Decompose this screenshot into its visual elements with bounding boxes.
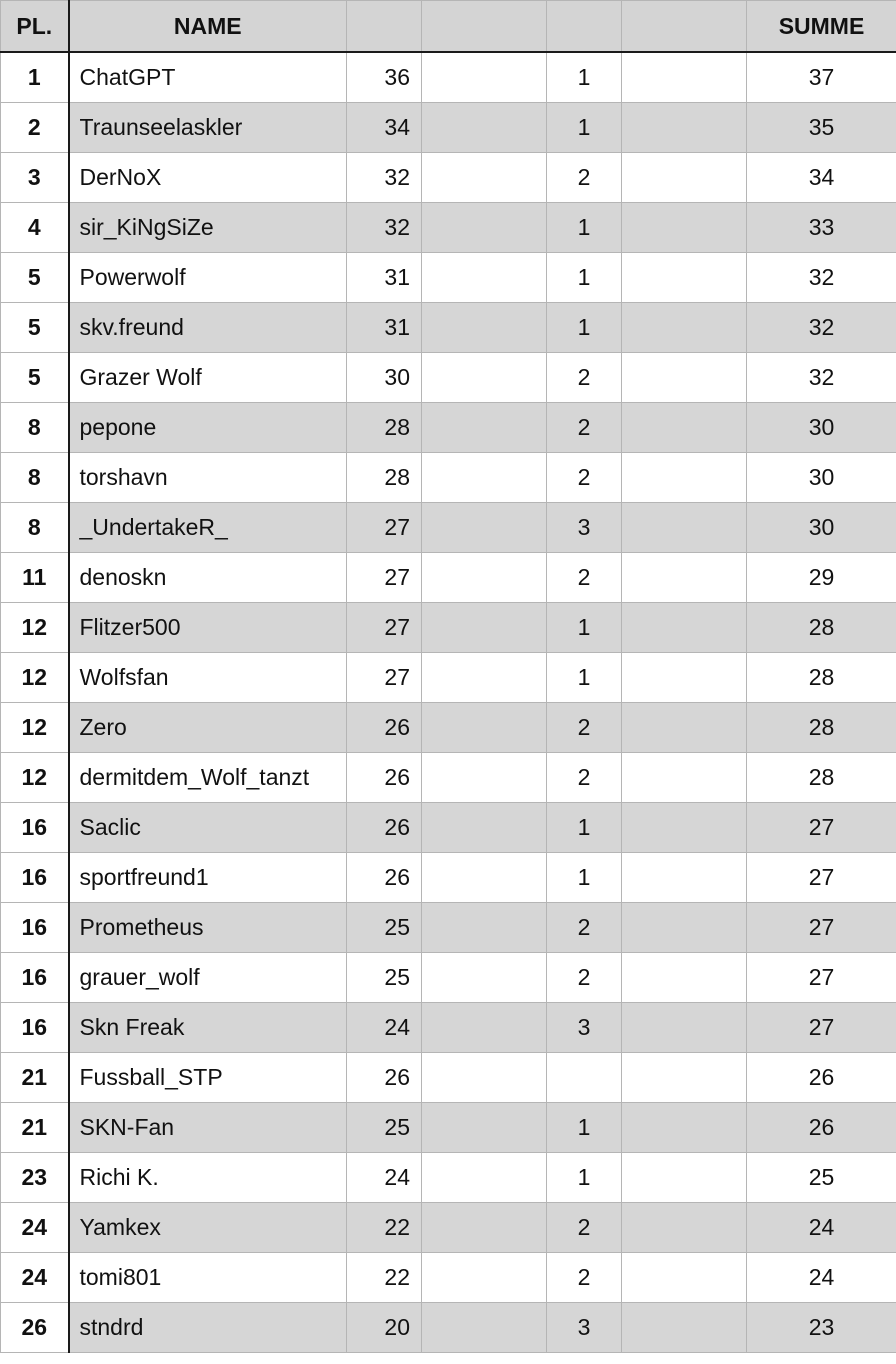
name-cell: Saclic	[69, 803, 347, 853]
empty-cell	[422, 1003, 547, 1053]
name-cell: stndrd	[69, 1303, 347, 1353]
points-cell: 22	[347, 1203, 422, 1253]
table-row	[1, 603, 896, 653]
points-cell: 27	[347, 653, 422, 703]
table-row	[1, 153, 896, 203]
empty-cell	[622, 803, 747, 853]
place-cell: 16	[1, 853, 69, 903]
bonus-cell: 2	[547, 553, 622, 603]
empty-cell	[622, 353, 747, 403]
points-cell: 24	[347, 1003, 422, 1053]
place-cell: 2	[1, 103, 69, 153]
name-cell: Richi K.	[69, 1153, 347, 1203]
name-cell: dermitdem_Wolf_tanzt	[69, 753, 347, 803]
name-cell: denoskn	[69, 553, 347, 603]
sum-cell: 27	[747, 803, 896, 853]
empty-cell	[622, 203, 747, 253]
place-cell: 8	[1, 453, 69, 503]
table-row	[1, 853, 896, 903]
table-row	[1, 1303, 896, 1353]
name-cell: _UndertakeR_	[69, 503, 347, 553]
empty-cell	[422, 853, 547, 903]
table-row	[1, 1003, 896, 1053]
table-row	[1, 503, 896, 553]
bonus-cell: 1	[547, 203, 622, 253]
empty-cell	[622, 253, 747, 303]
place-cell: 16	[1, 953, 69, 1003]
sum-cell: 30	[747, 403, 896, 453]
empty-cell	[622, 52, 747, 103]
table-row	[1, 903, 896, 953]
points-cell: 26	[347, 803, 422, 853]
bonus-cell: 3	[547, 1003, 622, 1053]
name-cell: Fussball_STP	[69, 1053, 347, 1103]
table-row	[1, 103, 896, 153]
points-cell: 36	[347, 52, 422, 103]
empty-cell	[622, 1053, 747, 1103]
empty-cell	[422, 903, 547, 953]
empty-cell	[422, 103, 547, 153]
name-cell: DerNoX	[69, 153, 347, 203]
empty-cell	[622, 703, 747, 753]
empty-cell	[622, 553, 747, 603]
header-row	[1, 1, 896, 53]
points-cell: 26	[347, 1053, 422, 1103]
empty-cell	[622, 903, 747, 953]
sum-cell: 27	[747, 903, 896, 953]
place-cell: 24	[1, 1253, 69, 1303]
place-cell: 5	[1, 353, 69, 403]
points-cell: 34	[347, 103, 422, 153]
place-cell: 3	[1, 153, 69, 203]
table-row	[1, 353, 896, 403]
table-row	[1, 653, 896, 703]
name-cell: pepone	[69, 403, 347, 453]
empty-cell	[422, 153, 547, 203]
empty-cell	[422, 1203, 547, 1253]
place-cell: 1	[1, 52, 69, 103]
bonus-cell: 2	[547, 703, 622, 753]
empty-cell	[422, 1153, 547, 1203]
bonus-cell: 1	[547, 853, 622, 903]
name-cell: tomi801	[69, 1253, 347, 1303]
place-cell: 8	[1, 403, 69, 453]
place-cell: 12	[1, 603, 69, 653]
points-cell: 30	[347, 353, 422, 403]
name-cell: sportfreund1	[69, 853, 347, 903]
bonus-cell: 1	[547, 803, 622, 853]
empty-cell	[422, 953, 547, 1003]
sum-cell: 32	[747, 353, 896, 403]
header-place: PL.	[1, 1, 69, 53]
empty-cell	[422, 653, 547, 703]
name-cell: Traunseelaskler	[69, 103, 347, 153]
empty-cell	[622, 303, 747, 353]
points-cell: 27	[347, 553, 422, 603]
place-cell: 26	[1, 1303, 69, 1353]
points-cell: 31	[347, 253, 422, 303]
bonus-cell: 2	[547, 953, 622, 1003]
empty-cell	[622, 1153, 747, 1203]
points-cell: 22	[347, 1253, 422, 1303]
empty-cell	[622, 603, 747, 653]
sum-cell: 26	[747, 1103, 896, 1153]
header-bonus	[547, 1, 622, 53]
table-row	[1, 1153, 896, 1203]
bonus-cell: 1	[547, 253, 622, 303]
table-row	[1, 403, 896, 453]
sum-cell: 23	[747, 1303, 896, 1353]
bonus-cell: 1	[547, 303, 622, 353]
empty-cell	[422, 353, 547, 403]
table-row	[1, 753, 896, 803]
table-row	[1, 953, 896, 1003]
name-cell: Flitzer500	[69, 603, 347, 653]
sum-cell: 26	[747, 1053, 896, 1103]
bonus-cell: 2	[547, 453, 622, 503]
bonus-cell: 1	[547, 1103, 622, 1153]
points-cell: 31	[347, 303, 422, 353]
empty-cell	[622, 1303, 747, 1353]
place-cell: 21	[1, 1103, 69, 1153]
empty-cell	[622, 453, 747, 503]
empty-cell	[622, 753, 747, 803]
empty-cell	[422, 1303, 547, 1353]
header-empty-2	[622, 1, 747, 53]
name-cell: SKN-Fan	[69, 1103, 347, 1153]
name-cell: Grazer Wolf	[69, 353, 347, 403]
header-empty-1	[422, 1, 547, 53]
bonus-cell: 2	[547, 753, 622, 803]
bonus-cell: 1	[547, 103, 622, 153]
table-row	[1, 303, 896, 353]
header-name: NAME	[69, 1, 347, 53]
table-row	[1, 203, 896, 253]
empty-cell	[422, 403, 547, 453]
place-cell: 12	[1, 703, 69, 753]
table-row	[1, 253, 896, 303]
table-row	[1, 1253, 896, 1303]
sum-cell: 28	[747, 753, 896, 803]
sum-cell: 27	[747, 953, 896, 1003]
name-cell: grauer_wolf	[69, 953, 347, 1003]
place-cell: 24	[1, 1203, 69, 1253]
empty-cell	[622, 1253, 747, 1303]
bonus-cell: 3	[547, 503, 622, 553]
place-cell: 21	[1, 1053, 69, 1103]
empty-cell	[422, 603, 547, 653]
bonus-cell: 2	[547, 1203, 622, 1253]
name-cell: torshavn	[69, 453, 347, 503]
points-cell: 32	[347, 203, 422, 253]
empty-cell	[422, 203, 547, 253]
bonus-cell: 2	[547, 903, 622, 953]
empty-cell	[422, 803, 547, 853]
empty-cell	[422, 453, 547, 503]
bonus-cell: 2	[547, 153, 622, 203]
sum-cell: 33	[747, 203, 896, 253]
sum-cell: 37	[747, 52, 896, 103]
points-cell: 26	[347, 753, 422, 803]
sum-cell: 28	[747, 703, 896, 753]
bonus-cell: 1	[547, 603, 622, 653]
sum-cell: 25	[747, 1153, 896, 1203]
empty-cell	[422, 1053, 547, 1103]
place-cell: 12	[1, 653, 69, 703]
sum-cell: 28	[747, 603, 896, 653]
name-cell: Zero	[69, 703, 347, 753]
bonus-cell: 1	[547, 653, 622, 703]
empty-cell	[422, 1253, 547, 1303]
place-cell: 23	[1, 1153, 69, 1203]
name-cell: Powerwolf	[69, 253, 347, 303]
name-cell: Prometheus	[69, 903, 347, 953]
bonus-cell: 2	[547, 403, 622, 453]
points-cell: 25	[347, 903, 422, 953]
empty-cell	[622, 1003, 747, 1053]
name-cell: Wolfsfan	[69, 653, 347, 703]
place-cell: 5	[1, 253, 69, 303]
sum-cell: 24	[747, 1253, 896, 1303]
sum-cell: 34	[747, 153, 896, 203]
sum-cell: 30	[747, 503, 896, 553]
name-cell: Yamkex	[69, 1203, 347, 1253]
empty-cell	[422, 703, 547, 753]
sum-cell: 24	[747, 1203, 896, 1253]
sum-cell: 32	[747, 253, 896, 303]
name-cell: sir_KiNgSiZe	[69, 203, 347, 253]
place-cell: 4	[1, 203, 69, 253]
place-cell: 16	[1, 803, 69, 853]
empty-cell	[422, 1103, 547, 1153]
empty-cell	[622, 403, 747, 453]
empty-cell	[422, 503, 547, 553]
place-cell: 8	[1, 503, 69, 553]
sum-cell: 29	[747, 553, 896, 603]
table-row	[1, 703, 896, 753]
points-cell: 28	[347, 453, 422, 503]
name-cell: skv.freund	[69, 303, 347, 353]
empty-cell	[622, 1103, 747, 1153]
table-row	[1, 553, 896, 603]
sum-cell: 32	[747, 303, 896, 353]
empty-cell	[622, 103, 747, 153]
empty-cell	[622, 953, 747, 1003]
points-cell: 25	[347, 953, 422, 1003]
place-cell: 11	[1, 553, 69, 603]
points-cell: 32	[347, 153, 422, 203]
sum-cell: 27	[747, 853, 896, 903]
empty-cell	[622, 503, 747, 553]
name-cell: ChatGPT	[69, 52, 347, 103]
table-row	[1, 803, 896, 853]
empty-cell	[622, 153, 747, 203]
points-cell: 20	[347, 1303, 422, 1353]
name-cell: Skn Freak	[69, 1003, 347, 1053]
bonus-cell	[547, 1053, 622, 1103]
bonus-cell: 3	[547, 1303, 622, 1353]
header-points	[347, 1, 422, 53]
points-cell: 24	[347, 1153, 422, 1203]
table-row	[1, 1053, 896, 1103]
bonus-cell: 2	[547, 353, 622, 403]
empty-cell	[422, 753, 547, 803]
sum-cell: 27	[747, 1003, 896, 1053]
points-cell: 28	[347, 403, 422, 453]
points-cell: 26	[347, 703, 422, 753]
points-cell: 25	[347, 1103, 422, 1153]
place-cell: 5	[1, 303, 69, 353]
bonus-cell: 1	[547, 52, 622, 103]
place-cell: 12	[1, 753, 69, 803]
empty-cell	[422, 52, 547, 103]
table-row	[1, 453, 896, 503]
bonus-cell: 2	[547, 1253, 622, 1303]
place-cell: 16	[1, 1003, 69, 1053]
empty-cell	[422, 553, 547, 603]
sum-cell: 35	[747, 103, 896, 153]
empty-cell	[422, 253, 547, 303]
table-body	[1, 52, 896, 1353]
points-cell: 27	[347, 503, 422, 553]
header-sum: SUMME	[747, 1, 896, 53]
bonus-cell: 1	[547, 1153, 622, 1203]
empty-cell	[622, 653, 747, 703]
empty-cell	[422, 303, 547, 353]
points-cell: 26	[347, 853, 422, 903]
place-cell: 16	[1, 903, 69, 953]
table-row	[1, 52, 896, 103]
table-row	[1, 1103, 896, 1153]
empty-cell	[622, 1203, 747, 1253]
sum-cell: 28	[747, 653, 896, 703]
points-cell: 27	[347, 603, 422, 653]
sum-cell: 30	[747, 453, 896, 503]
table-row	[1, 1203, 896, 1253]
empty-cell	[622, 853, 747, 903]
